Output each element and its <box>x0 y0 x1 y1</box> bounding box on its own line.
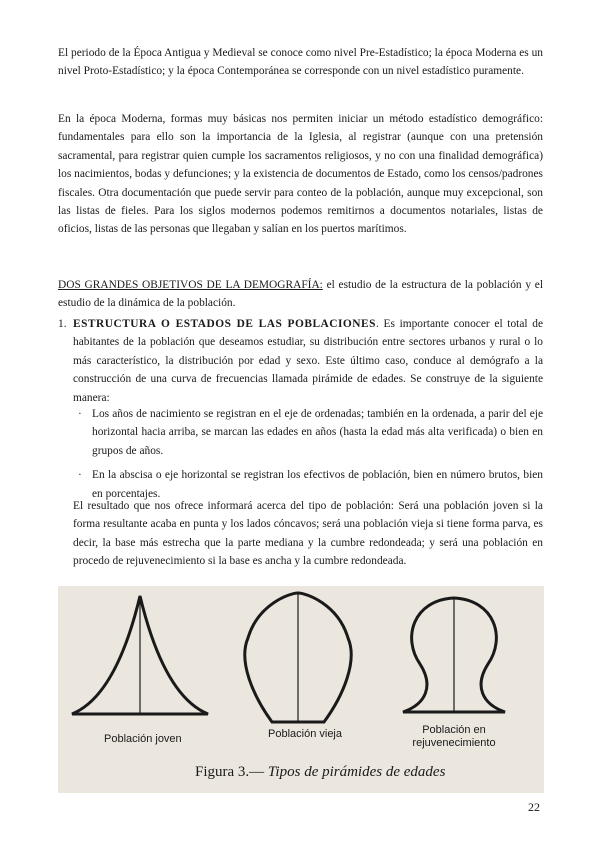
figure-caption <box>195 764 446 780</box>
paragraph-result: El resultado que nos ofrece informará acerca del tipo de población: Será una población joven si la forma resultante acaba en punta y los lados cóncavos; será una población vieja si tiene forma parva, es decir, la base más estrecha que la parte mediana y la cumbre redondeada; y será una población en procedo de rejuvenecimiento si la base es ancha y la cumbre redondeada. <box>73 500 543 568</box>
item-body <box>73 315 543 407</box>
pyramid-old <box>245 593 351 722</box>
paragraph-objectives <box>58 276 543 313</box>
figure-caption-title: Tipos de pirámides de edades <box>264 764 446 780</box>
objectives-heading: DOS GRANDES OBJETIVOS DE LA DEMOGRAFÍA: <box>58 279 323 291</box>
objectives-body: el estudio de la estructura de la población y el estudio de la dinámica de la población. <box>58 279 543 310</box>
item-number: 1. <box>58 318 67 330</box>
label-rejuvenating-line1: Población en <box>422 724 486 736</box>
list-item-structure <box>58 315 543 407</box>
label-old: Población vieja <box>268 728 342 740</box>
pyramid-diagram <box>58 586 544 793</box>
page-number: 22 <box>528 800 540 814</box>
bullet-text: Los años de nacimiento se registran en el eje de ordenadas; también en la ordenada, a parir del eje horizontal hacia arriba, se marcan las edades en años (hasta la edad más alta verificada) o bien en grupos de años. <box>92 408 543 457</box>
item-heading: ESTRUCTURA O ESTADOS DE LAS POBLACIONES <box>73 318 376 330</box>
paragraph-statistical-levels: El periodo de la Época Antigua y Medieval se conoce como nivel Pre-Estadístico; la época Moderna es un nivel Proto-Estadístico; y la época Contemporánea se corresponde con un nivel estadístico puramente. <box>58 47 543 78</box>
bullet-marker: · <box>78 408 82 420</box>
bullet-text: En la abscisa o eje horizontal se registran los efectivos de población, bien en número brutos, bien en porcentajes. <box>92 469 543 500</box>
pyramid-rejuvenating <box>403 598 505 712</box>
label-young: Población joven <box>104 733 182 745</box>
bullet-list <box>78 405 543 509</box>
figure-age-pyramids <box>58 586 544 793</box>
item-text: . Es importante conocer el total de habitantes de la población que deseamos estudiar, su distribución entre sectores urbanos y rural o lo más característico, la distribución por edad y sexo. Este último caso, conduce al demógrafo a la construcción de una curva de frecuencias llamada pirámide de edades. Se construye de la siguiente manera: <box>73 318 543 404</box>
figure-caption-prefix: Figura 3.— <box>195 764 265 780</box>
bullet-item-ordinates <box>78 405 543 460</box>
bullet-marker: · <box>78 469 82 482</box>
label-rejuvenating-line2: rejuvenecimiento <box>412 737 496 749</box>
pyramid-young <box>72 596 208 714</box>
paragraph-modern-era: En la época Moderna, formas muy básicas nos permiten iniciar un método estadístico demográfico: fundamentales para ello son la importancia de la Iglesia, al registrar (aunque con una pretensión sacramental, para registrar quien cumple los sacramentos religiosos, y no con una finalidad demográfica) los nacimientos, bodas y defunciones; y la existencia de documentos de Estado, como los censos/padrones fiscales. Otra documentación que puede servir para conteo de la población, aunque muy excepcional, son las listas de fieles. Para los siglos modernos podemos remitirnos a documentos notariales, listas de oficios, listas de las personas que llegaban y salían en los puertos marítimos. <box>58 113 543 236</box>
